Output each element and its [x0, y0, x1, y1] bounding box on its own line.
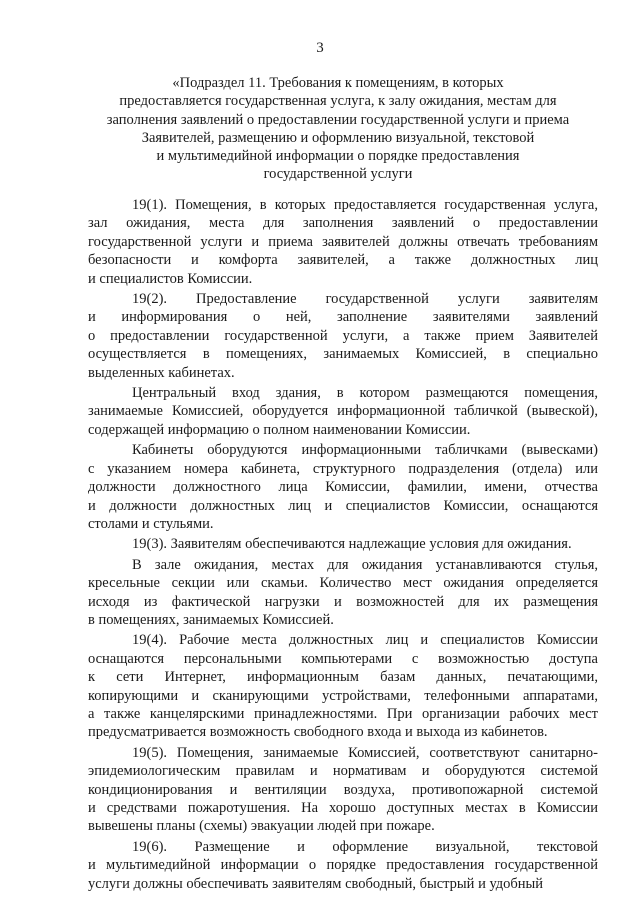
paragraph-line: с указанием номера кабинета, структурного подразделения (отдела) или — [88, 460, 598, 477]
paragraph-line: зал ожидания, места для заполнения заявлений о предоставлении — [88, 215, 598, 232]
paragraph-line: безопасности и комфорта заявителей, а также должностных лиц — [88, 252, 598, 269]
paragraph-line: оснащаются персональными компьютерами с возможностью доступа — [88, 650, 598, 667]
paragraph — [88, 384, 598, 439]
paragraph-line: а также канцелярскими принадлежностями. При организации рабочих мест — [88, 705, 598, 722]
subsection-heading — [88, 74, 588, 184]
paragraph — [88, 196, 598, 288]
paragraph-line: 19(6). Размещение и оформление визуальной, текстовой — [132, 838, 598, 855]
paragraph-line: 19(1). Помещения, в которых предоставляется государственная услуга, — [132, 197, 598, 213]
paragraph-line: и должности должностных лиц и специалистов Комиссии, оснащаются — [88, 497, 598, 514]
paragraph-line: кресельные секции или скамьи. Количество мест ожидания определяется — [88, 575, 598, 592]
paragraph-line: выделенных кабинетах. — [88, 364, 235, 381]
paragraph-line: 19(4). Рабочие места должностных лиц и специалистов Комиссии — [132, 632, 598, 649]
paragraph-line: предусматривается возможность свободного входа и выхода из кабинетов. — [88, 724, 548, 741]
paragraph-line: эпидемиологическим правилам и нормативам и оборудуются системой — [88, 763, 598, 780]
paragraph-line: исходя из фактической нагрузки и возможностей для их размещения — [88, 593, 598, 610]
paragraph-line: занимаемые Комиссией, оборудуется информационной табличкой (вывеской), — [88, 403, 598, 420]
heading-line: и мультимедийной информации о порядке предоставления — [156, 148, 520, 165]
paragraph-line: кондиционирования и вентиляции воздуха, противопожарной системой — [88, 781, 598, 798]
paragraph-line: и мультимедийной информации о порядке предоставления государственной — [88, 857, 598, 874]
paragraph — [88, 838, 598, 893]
document-body — [88, 196, 598, 893]
paragraph — [88, 556, 598, 630]
paragraph — [88, 290, 598, 382]
paragraph-line: вывешены планы (схемы) эвакуации людей при пожаре. — [88, 818, 435, 835]
paragraph — [88, 744, 598, 836]
paragraph-line: в помещениях, занимаемых Комиссией. — [88, 611, 334, 628]
paragraph — [88, 535, 598, 553]
heading-line: государственной услуги — [263, 166, 413, 183]
paragraph-line: Центральный вход здания, в котором размещаются помещения, — [132, 385, 598, 402]
heading-line: предоставляется государственная услуга, к залу ожидания, местам для — [119, 93, 557, 110]
paragraph-line: В зале ожидания, местах для ожидания устанавливаются стулья, — [132, 556, 598, 573]
page-number: 3 — [316, 40, 324, 56]
heading-line: «Подраздел 11. Требования к помещениям, в которых — [172, 75, 504, 91]
paragraph-line: столами и стульями. — [88, 515, 214, 532]
paragraph-line: 19(2). Предоставление государственной услуги заявителям — [132, 291, 598, 308]
heading-line: Заявителей, размещению и оформлению визуальной, текстовой — [141, 129, 535, 146]
paragraph-line: о предоставлении государственной услуги, а также прием Заявителей — [88, 327, 598, 344]
heading-line: заполнения заявлений о предоставлении государственной услуги и приема — [106, 111, 570, 128]
paragraph-line: к сети Интернет, информационным базам данных, печатающими, — [88, 669, 598, 686]
paragraph-line: и средствами пожаротушения. На хорошо доступных местах в Комиссии — [88, 800, 598, 816]
paragraph-line: государственной услуги и приема заявителей должны отвечать требованиям — [88, 233, 598, 250]
paragraph-line: и информирования о ней, заполнение заявителями заявлений — [88, 309, 598, 326]
paragraph — [88, 631, 598, 741]
paragraph-line: и специалистов Комиссии. — [88, 270, 253, 287]
paragraph-line: 19(5). Помещения, занимаемые Комиссией, соответствуют санитарно- — [132, 744, 598, 761]
paragraph-line: содержащей информацию о полном наименовании Комиссии. — [88, 421, 471, 438]
paragraph-line: должности должностного лица Комиссии, фамилии, имени, отчества — [88, 479, 598, 496]
paragraph-line: услуги должны обеспечивать заявителям свободный, быстрый и удобный — [88, 875, 544, 892]
paragraph-line: Кабинеты оборудуются информационными табличками (вывесками) — [132, 442, 598, 459]
paragraph — [88, 441, 598, 533]
paragraph-line: 19(3). Заявителям обеспечиваются надлежащие условия для ожидания. — [132, 536, 572, 553]
paragraph-line: осуществляется в помещениях, занимаемых Комиссией, в специально — [88, 346, 598, 363]
paragraph-line: копирующими и сканирующими устройствами, телефонными аппаратами, — [88, 687, 598, 704]
